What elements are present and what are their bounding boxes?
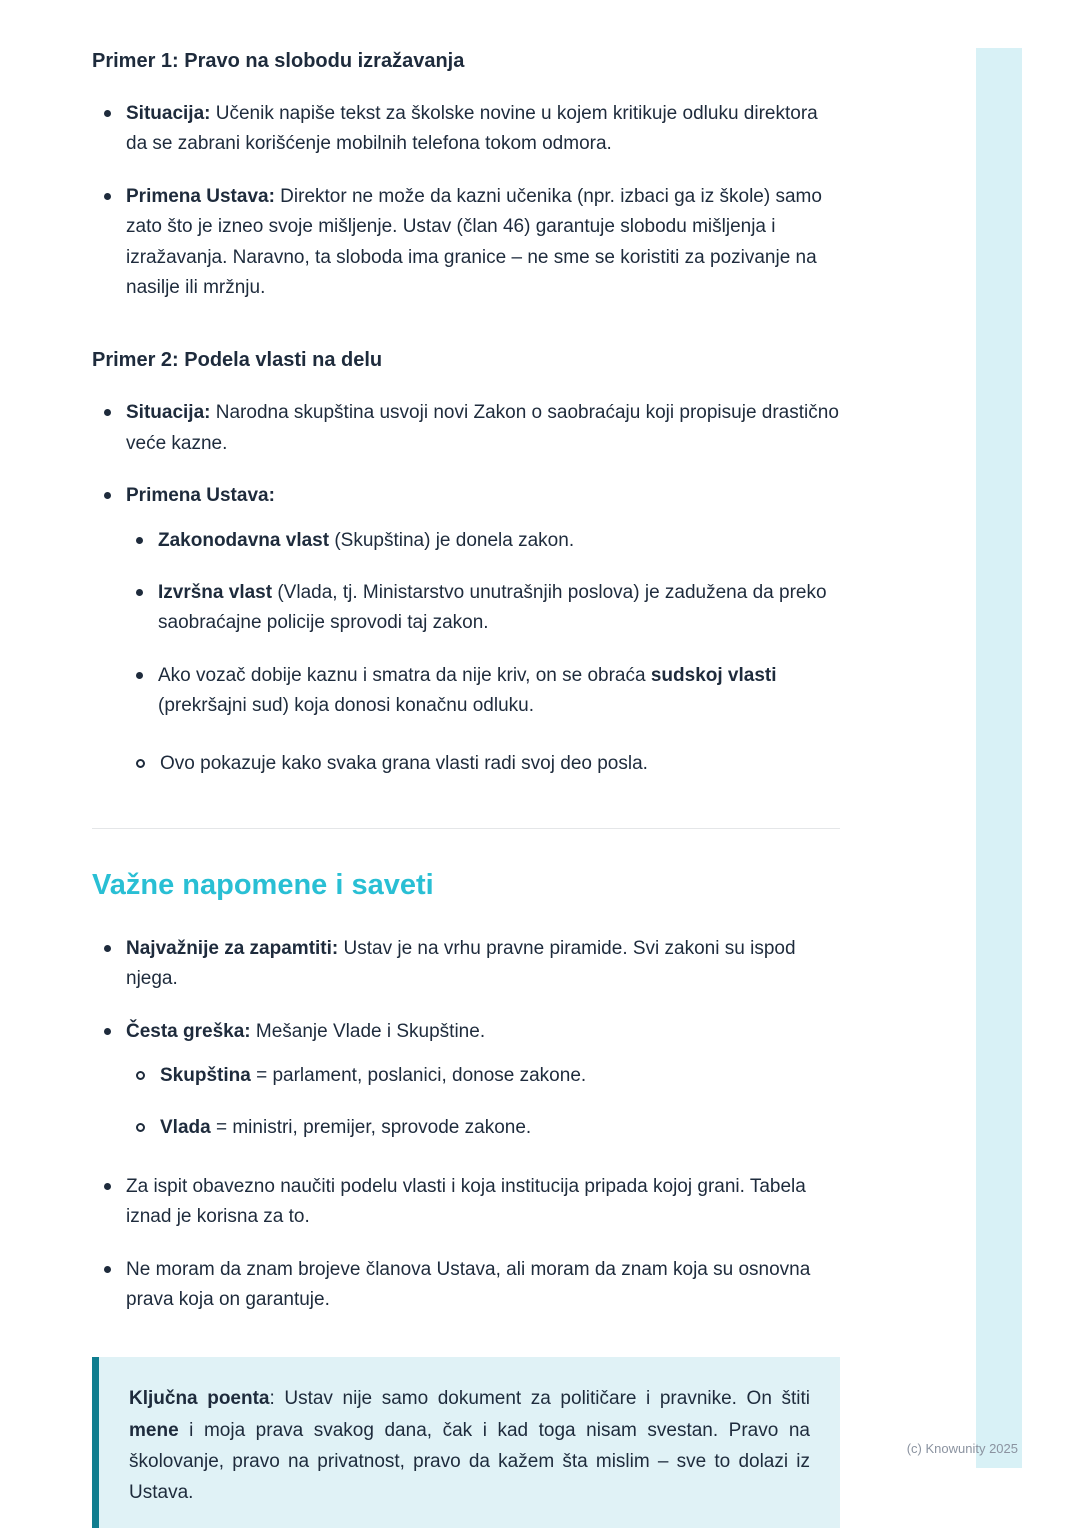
bullet-text: Ne moram da znam brojeve članova Ustava, ali moram da znam koja su osnovna prava koja on garantuje. xyxy=(126,1258,811,1310)
bullet-dot-icon xyxy=(136,537,143,544)
bullet-text: = ministri, premijer, sprovode zakone. xyxy=(210,1117,532,1139)
callout-emphasis: mene xyxy=(129,1419,179,1441)
list-item xyxy=(92,749,840,779)
bullet-text: (Vlada, tj. Ministarstvo unutrašnjih poslova) je zadužena da preko saobraćajne policije sprovodi taj zakon. xyxy=(158,581,827,634)
callout-run: : Ustav nije samo dokument za političare i pravnike. On štiti xyxy=(269,1388,810,1410)
list-item-text xyxy=(160,1113,531,1143)
bullet-text: Direktor ne može da kazni učenika (npr. izbaci ga iz škole) samo zato što je izneo svoje mišljenje. Ustav (član 46) garantuje slobodu mišljenja i izražavanja. Naravno, ta sloboda ima granice – ne sme se koristiti za pozivanje na nasilje ili mržnju. xyxy=(126,185,822,298)
list-item-text xyxy=(126,481,275,511)
bullet-dot-icon xyxy=(136,672,143,679)
key-point-callout xyxy=(92,1357,840,1528)
list-item xyxy=(92,1113,840,1143)
list-item-text xyxy=(126,1017,485,1047)
list-item xyxy=(92,182,840,304)
list-item-text xyxy=(126,182,840,304)
list-item-text xyxy=(126,1172,840,1233)
side-stripe-decoration xyxy=(976,48,1022,1468)
bullet-lead: Primena Ustava: xyxy=(126,185,275,207)
list-item xyxy=(92,1172,840,1233)
list-item xyxy=(92,661,840,722)
bullet-lead: sudskoj vlasti xyxy=(650,664,777,686)
bullet-text: = parlament, poslanici, donose zakone. xyxy=(250,1065,587,1087)
list-item xyxy=(92,1255,840,1316)
bullet-dot-icon xyxy=(104,945,111,952)
list-item xyxy=(92,1061,840,1091)
list-item xyxy=(92,99,840,160)
section-divider xyxy=(92,828,840,829)
bullet-lead: Primena Ustava: xyxy=(126,485,275,507)
bullet-lead: Česta greška: xyxy=(126,1020,251,1042)
primer2-heading: Primer 2: Podela vlasti na delu xyxy=(92,349,383,372)
bullet-dot-icon xyxy=(104,492,111,499)
list-item xyxy=(92,934,840,995)
list-item-text xyxy=(126,99,840,160)
bullet-text: Mešanje Vlade i Skupštine. xyxy=(250,1020,486,1042)
list-item-text xyxy=(160,749,648,779)
bullet-lead: Situacija: xyxy=(126,103,211,124)
bullet-text: Ustav je na vrhu pravne piramide. Svi zakoni su ispod njega. xyxy=(126,937,796,990)
footer-copyright: (c) Knowunity 2025 xyxy=(906,1441,1018,1456)
bullet-lead: Zakonodavna vlast xyxy=(158,529,330,551)
bullet-circle-icon xyxy=(136,759,145,768)
bullet-dot-icon xyxy=(104,1028,111,1035)
document-content xyxy=(92,50,840,1528)
list-item-text xyxy=(160,1061,586,1091)
list-item xyxy=(92,578,840,639)
primer1-heading: Primer 1: Pravo na slobodu izražavanja xyxy=(92,50,465,72)
list-item-text xyxy=(158,526,574,556)
list-item xyxy=(92,398,840,459)
bullet-text: Učenik napiše tekst za školske novine u kojem kritikuje odluku direktora da se zabrani korišćenje mobilnih telefona tokom odmora. xyxy=(126,103,818,155)
list-item xyxy=(92,1017,840,1047)
napomene-heading: Važne napomene i saveti xyxy=(92,868,434,901)
bullet-text: (prekršajni sud) koja donosi konačnu odluku. xyxy=(158,695,534,717)
bullet-text: Za ispit obavezno naučiti podelu vlasti i koja institucija pripada kojoj grani. Tabela iznad je korisna za to. xyxy=(126,1175,806,1228)
bullet-lead: Situacija: xyxy=(126,402,211,424)
list-item-text xyxy=(126,398,840,459)
list-item xyxy=(92,481,840,511)
callout-lead: Ključna poenta xyxy=(129,1388,270,1410)
list-item xyxy=(92,526,840,556)
bullet-text: Ovo pokazuje kako svaka grana vlasti radi svoj deo posla. xyxy=(160,753,648,775)
callout-text xyxy=(129,1383,810,1508)
bullet-dot-icon xyxy=(104,193,111,200)
bullet-lead: Izvršna vlast xyxy=(158,581,273,603)
list-item-text xyxy=(126,1255,840,1316)
bullet-dot-icon xyxy=(104,1266,111,1273)
bullet-lead: Najvažnije za zapamtiti: xyxy=(126,937,339,959)
list-item-text xyxy=(158,578,840,639)
bullet-text: Narodna skupština usvoji novi Zakon o saobraćaju koji propisuje drastično veće kazne. xyxy=(126,402,839,454)
list-item-text xyxy=(126,934,840,995)
bullet-text: (Skupština) je donela zakon. xyxy=(329,529,575,551)
bullet-lead: Skupština xyxy=(160,1065,251,1087)
bullet-dot-icon xyxy=(104,1183,111,1190)
bullet-circle-icon xyxy=(136,1071,145,1080)
list-item-text xyxy=(158,661,840,722)
bullet-pre-text: Ako vozač dobije kaznu i smatra da nije kriv, on se obraća xyxy=(158,664,651,686)
bullet-dot-icon xyxy=(104,110,111,117)
bullet-dot-icon xyxy=(104,409,111,416)
callout-run: i moja prava svakog dana, čak i kad toga nisam svestan. Pravo na školovanje, pravo na privatnost, pravo da kažem šta mislim – sve to dolazi iz Ustava. xyxy=(129,1419,810,1504)
bullet-circle-icon xyxy=(136,1123,145,1132)
bullet-dot-icon xyxy=(136,589,143,596)
bullet-lead: Vlada xyxy=(160,1117,211,1139)
